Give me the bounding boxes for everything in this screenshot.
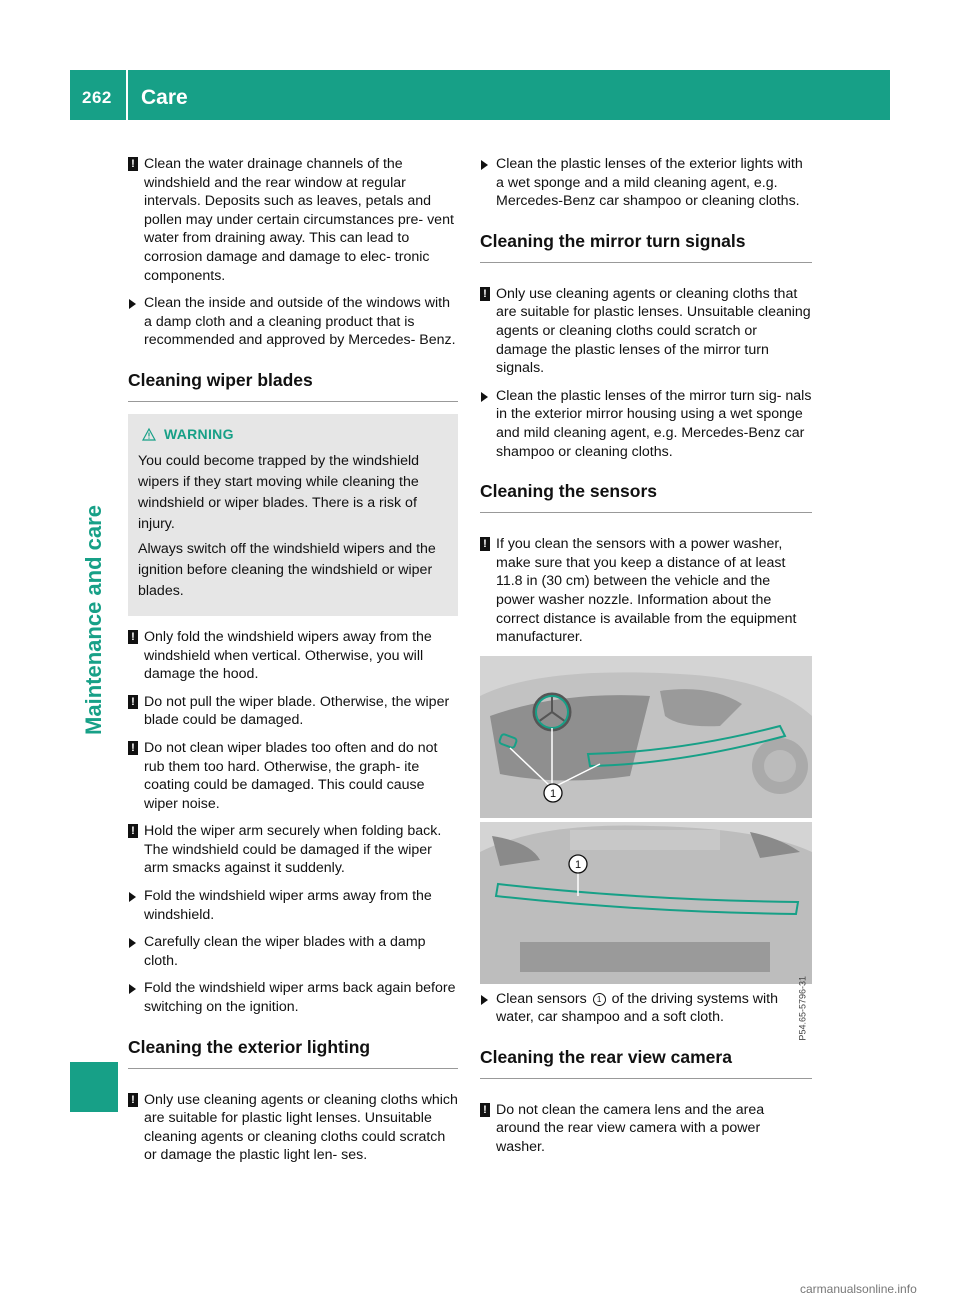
- step-sensors-after: of the driving systems with water, car shampoo and a soft cloth.: [496, 990, 778, 1026]
- notice-icon: !: [128, 741, 138, 755]
- step-arrow-icon: [481, 392, 488, 402]
- side-tab-label: Maintenance and care: [81, 505, 106, 735]
- warning-title: WARNING: [164, 425, 234, 442]
- step-paragraph: [480, 155, 812, 211]
- note-paragraph: [128, 1091, 458, 1165]
- notice-icon: !: [480, 537, 490, 551]
- step-arrow-icon: [481, 995, 488, 1005]
- notice-icon: !: [128, 630, 138, 644]
- heading-wiper: Cleaning wiper blades: [128, 370, 458, 402]
- note-pull: Do not pull the wiper blade. Otherwise, the wiper blade could be damaged.: [144, 693, 450, 729]
- note-drainage: Clean the water drainage channels of the windshield and the rear window at regular intervals. Deposits such as leaves, petals and pollen may under certain circumstances pre- vent water from draining away. This can lead to corrosion damage and damage to elec- tronic components.: [144, 156, 454, 284]
- notice-icon: !: [480, 1103, 490, 1117]
- step-paragraph: [480, 990, 812, 1027]
- heading-sensors: Cleaning the sensors: [480, 481, 812, 513]
- note-mirror: Only use cleaning agents or cleaning cloths that are suitable for plastic lenses. Unsuitable cleaning agents or cleaning cloths could scratch or damage the plastic lenses of the mirror turn signals.: [496, 285, 811, 377]
- warning-box: [128, 414, 458, 616]
- note-paragraph: [128, 693, 458, 730]
- warning-triangle-icon: [142, 428, 156, 441]
- step-paragraph: [128, 294, 458, 350]
- step-arrow-icon: [129, 892, 136, 902]
- notice-icon: !: [128, 1093, 138, 1107]
- warning-head: [142, 424, 448, 445]
- left-column: [128, 155, 458, 1174]
- step-lenses: Clean the plastic lenses of the exterior lights with a wet sponge and a mild cleaning agent, e.g. Mercedes-Benz car shampoo or cleaning cloths.: [496, 156, 803, 210]
- heading-mirror: Cleaning the mirror turn signals: [480, 231, 812, 263]
- warning-text-1: You could become trapped by the windshield wipers if they start moving while cleaning the windshield or wiper blades. There is a risk of injury.: [138, 452, 420, 532]
- note-hold: Hold the wiper arm securely when folding back. The windshield could be damaged if the wiper arm smacks against it suddenly.: [144, 823, 442, 877]
- note-paragraph: [128, 739, 458, 813]
- side-tab-label-wrap: [70, 470, 118, 770]
- rear-callout-label: 1: [574, 858, 582, 871]
- header-divider: [126, 70, 128, 120]
- note-paragraph: [128, 822, 458, 878]
- section-title: Care: [141, 86, 188, 109]
- right-column: [480, 155, 812, 1166]
- step-arrow-icon: [129, 299, 136, 309]
- step-fold-away: Fold the windshield wiper arms away from the windshield.: [144, 888, 432, 923]
- step-mirror: Clean the plastic lenses of the mirror turn sig- nals in the exterior mirror housing using a wet sponge and mild cleaning agent, e.g. Mercedes-Benz car shampoo or cleaning cloths.: [496, 387, 812, 460]
- step-paragraph: [480, 387, 812, 461]
- heading-camera: Cleaning the rear view camera: [480, 1047, 812, 1079]
- note-paragraph: [128, 155, 458, 285]
- note-paragraph: [480, 285, 812, 378]
- heading-lighting: Cleaning the exterior lighting: [128, 1037, 458, 1069]
- step-sensors-before: Clean sensors: [496, 990, 587, 1007]
- note-fold: Only fold the windshield wipers away from the windshield when vertical. Otherwise, you will damage the hood.: [144, 628, 432, 683]
- step-windows: Clean the inside and outside of the windows with a damp cloth and a cleaning product that is recommended and approved by Mercedes- Benz.: [144, 295, 456, 349]
- note-paragraph: [128, 628, 458, 684]
- step-clean-blades: Carefully clean the wiper blades with a damp cloth.: [144, 934, 426, 969]
- step-arrow-icon: [129, 938, 136, 948]
- step-paragraph: [128, 887, 458, 924]
- note-lighting: Only use cleaning agents or cleaning cloths which are suitable for plastic light lenses. Unsuitable cleaning agents or cleaning cloths could scratch or damage the plastic light len- ses.: [144, 1091, 458, 1164]
- side-tab-marker: [70, 1062, 118, 1112]
- note-paragraph: [480, 1101, 812, 1157]
- footer-watermark: carmanualsonline.info: [800, 1282, 917, 1296]
- page-number: 262: [82, 88, 112, 107]
- notice-icon: !: [480, 287, 490, 301]
- callout-1-icon: 1: [593, 993, 606, 1006]
- notice-icon: !: [128, 824, 138, 838]
- figure-code: P54.65-5796-31: [798, 975, 808, 1041]
- header-bar: [70, 70, 890, 120]
- note-camera: Do not clean the camera lens and the area around the rear view camera with a power washer.: [496, 1101, 765, 1156]
- front-bumper-illustration: [480, 656, 812, 818]
- step-arrow-icon: [481, 160, 488, 170]
- front-callout-label: 1: [549, 787, 557, 800]
- notice-icon: !: [128, 157, 138, 171]
- step-fold-back: Fold the windshield wiper arms back again before switching on the ignition.: [144, 980, 456, 1016]
- warning-text-2: Always switch off the windshield wipers and the ignition before cleaning the windshield or wiper blades.: [138, 540, 436, 599]
- note-clean-often: Do not clean wiper blades too often and do not rub them too hard. Otherwise, the graph- ite coating could be damaged. This could cause wiper noise.: [144, 739, 438, 812]
- step-paragraph: [128, 979, 458, 1016]
- step-arrow-icon: [129, 984, 136, 994]
- notice-icon: !: [128, 695, 138, 709]
- note-sensors: If you clean the sensors with a power washer, make sure that you keep a distance of at least 11.8 in (30 cm) between the vehicle and the power washer nozzle. Information about the correct distance is available from the equipment manufacturer.: [496, 536, 797, 646]
- note-paragraph: [480, 535, 812, 647]
- step-paragraph: [128, 933, 458, 970]
